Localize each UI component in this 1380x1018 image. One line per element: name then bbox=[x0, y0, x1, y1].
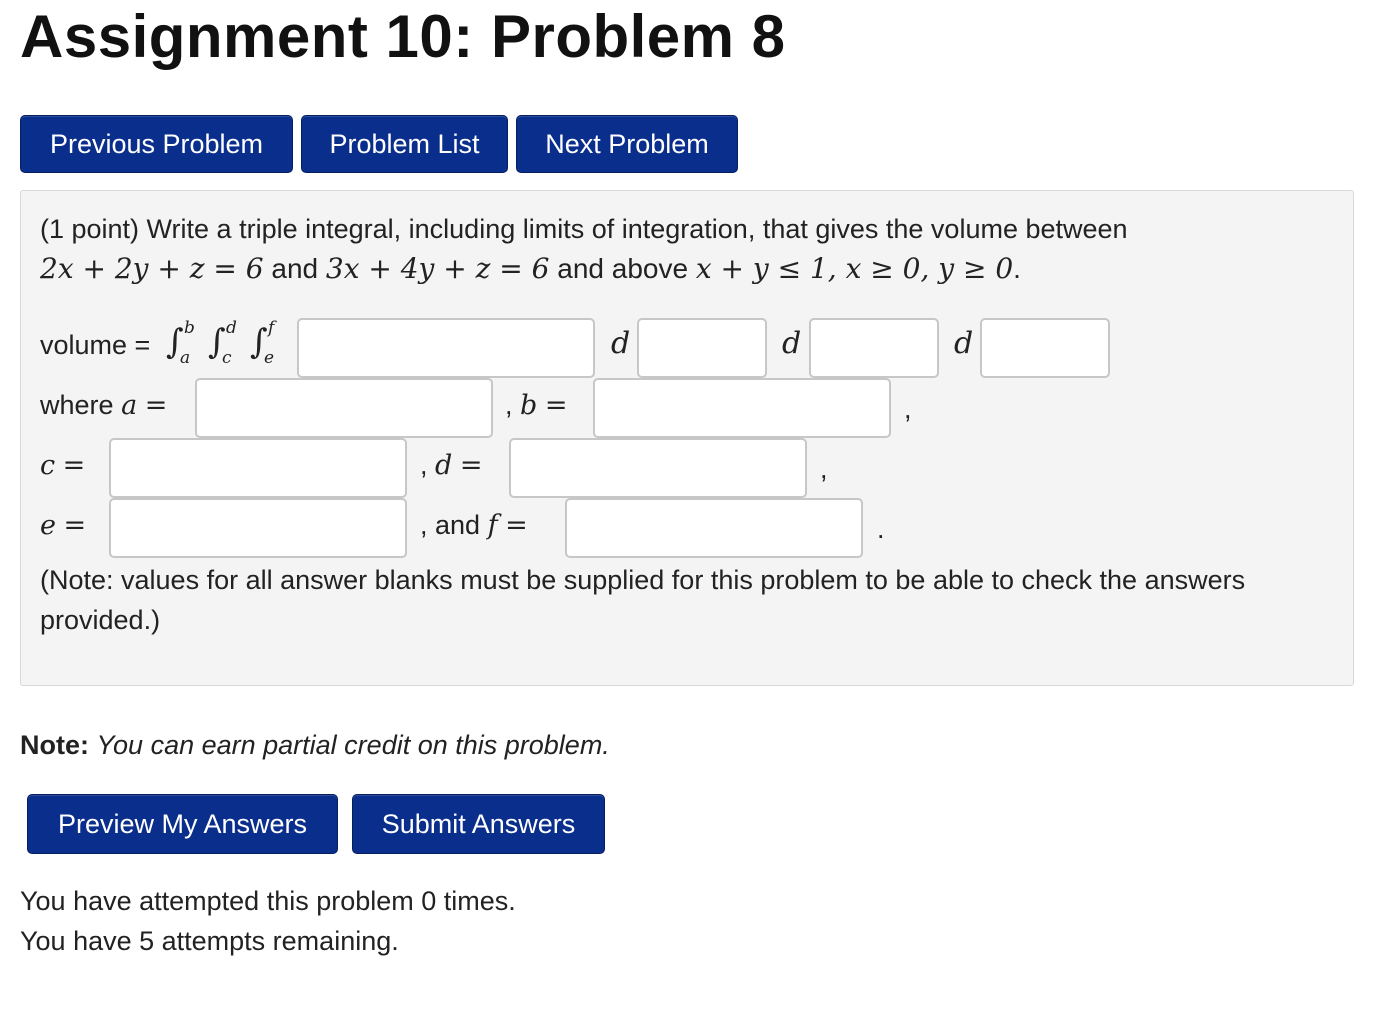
limit-d-input[interactable] bbox=[509, 438, 807, 498]
var-b-label: b bbox=[520, 390, 538, 421]
f-label: , and f = bbox=[420, 510, 528, 541]
limit-c-label: c bbox=[222, 348, 232, 368]
problem-list-button[interactable]: Problem List bbox=[301, 115, 508, 173]
where-word: where bbox=[40, 390, 114, 420]
and-word-f: , and bbox=[420, 510, 481, 540]
integral-2-symbol: ∫ d c bbox=[208, 318, 237, 368]
next-problem-button[interactable]: Next Problem bbox=[516, 115, 738, 173]
attempts-made-text: You have attempted this problem 0 times. bbox=[20, 886, 516, 916]
e-label: e = bbox=[40, 510, 87, 541]
var-a-label: a bbox=[121, 390, 138, 421]
page-title: Assignment 10: Problem 8 bbox=[20, 3, 786, 70]
d-label: , d = bbox=[420, 450, 483, 481]
partial-credit-note bbox=[20, 730, 610, 761]
limit-a-input[interactable] bbox=[195, 378, 493, 438]
differential-1-input[interactable] bbox=[637, 318, 767, 378]
integrand-input[interactable] bbox=[297, 318, 595, 378]
limit-f-label: f bbox=[268, 318, 275, 338]
final-period: . bbox=[877, 514, 885, 544]
differential-d-2: d bbox=[782, 326, 802, 361]
and-above-word: and above bbox=[557, 253, 689, 284]
problem-intro: (1 point) Write a triple integral, including limits of integration, that gives the volume between bbox=[40, 214, 1128, 244]
b-label: , b = bbox=[505, 390, 568, 421]
note-label: Note: bbox=[20, 730, 89, 760]
var-c-label: c bbox=[40, 450, 56, 481]
differential-d-1: d bbox=[611, 326, 631, 361]
problem-equations bbox=[40, 252, 1021, 285]
c-label: c = bbox=[40, 450, 86, 481]
region-condition: x + y ≤ 1, x ≥ 0, y ≥ 0 bbox=[695, 252, 1014, 285]
attempts-remaining-text: You have 5 attempts remaining. bbox=[20, 926, 399, 956]
previous-problem-button[interactable]: Previous Problem bbox=[20, 115, 293, 173]
submit-answers-button[interactable]: Submit Answers bbox=[352, 794, 605, 854]
and-word: and bbox=[271, 253, 319, 284]
volume-label: volume = bbox=[40, 330, 151, 360]
statement-period: . bbox=[1013, 253, 1021, 284]
var-e-label: e bbox=[40, 510, 56, 541]
limit-a-label: a bbox=[180, 348, 191, 368]
equation-1: 2x + 2y + z = 6 bbox=[40, 252, 264, 285]
limit-b-label: b bbox=[184, 318, 195, 338]
answer-blanks-note: (Note: values for all answer blanks must be supplied for this problem to be able to check the answers provided.) bbox=[40, 565, 1246, 635]
integral-1-symbol: ∫ b a bbox=[166, 318, 195, 368]
equation-2: 3x + 4y + z = 6 bbox=[325, 252, 550, 285]
limit-b-input[interactable] bbox=[593, 378, 891, 438]
limit-c-input[interactable] bbox=[109, 438, 407, 498]
limit-f-input[interactable] bbox=[565, 498, 863, 558]
differential-2-input[interactable] bbox=[809, 318, 939, 378]
differential-d-3: d bbox=[954, 326, 974, 361]
var-d-label: d bbox=[435, 450, 453, 481]
integral-3-symbol: ∫ f e bbox=[250, 318, 275, 368]
where-a-label: where a = bbox=[40, 390, 168, 421]
limit-d-label: d bbox=[226, 318, 237, 338]
comma-after-b: , bbox=[904, 394, 912, 424]
limit-e-label: e bbox=[264, 348, 275, 368]
comma-after-d: , bbox=[820, 454, 828, 484]
limit-e-input[interactable] bbox=[109, 498, 407, 558]
differential-3-input[interactable] bbox=[980, 318, 1110, 378]
var-f-label: f bbox=[487, 510, 498, 541]
note-text: You can earn partial credit on this problem. bbox=[96, 730, 610, 760]
preview-answers-button[interactable]: Preview My Answers bbox=[27, 794, 338, 854]
